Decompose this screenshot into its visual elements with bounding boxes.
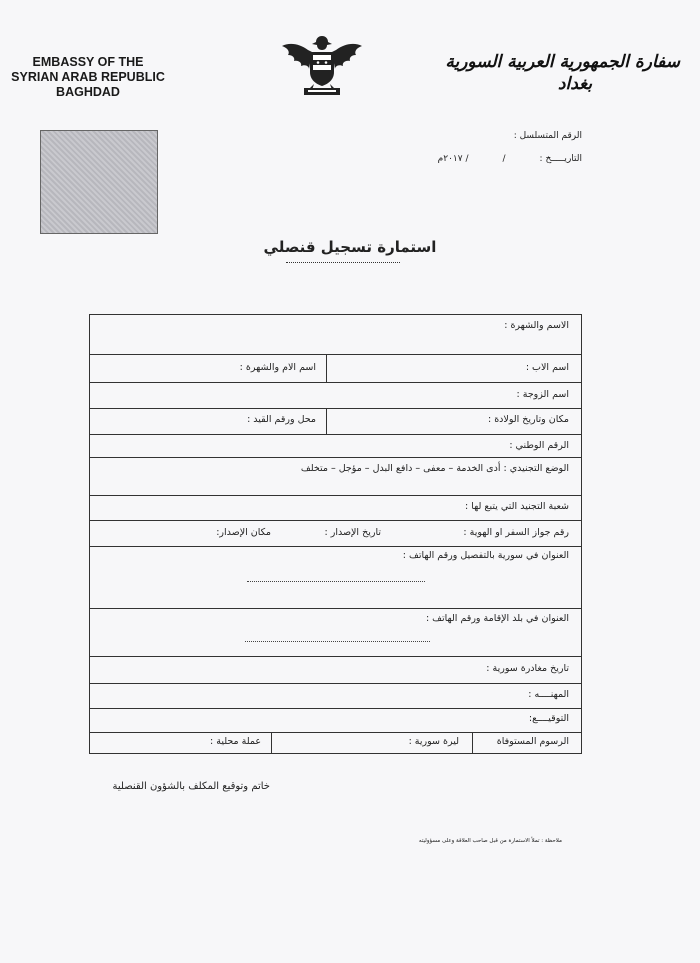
issue-date-label: تاريخ الإصدار : [324, 527, 381, 538]
row-departure-date [90, 656, 581, 684]
signature-label: التوقيــــع: [528, 713, 569, 724]
row-fees [90, 732, 581, 753]
recruitment-branch-label: شعبة التجنيد التي يتبع لها : [465, 501, 569, 512]
passport-id-label: رقم جواز السفر او الهوية : [463, 527, 569, 538]
row-passport [90, 520, 581, 547]
spouse-name-label: اسم الزوجة : [516, 389, 569, 400]
name-label: الاسم والشهرة : [504, 320, 569, 331]
registry-label: محل ورقم القيد : [247, 414, 316, 425]
row-parents [90, 354, 581, 383]
date-year: ٢٠١٧م [437, 154, 463, 164]
birth-place-date-label: مكان وتاريخ الولادة : [487, 414, 569, 425]
embassy-ar-line-2: بغداد [557, 74, 593, 94]
address-syria-dots [247, 581, 425, 582]
date-label: التاريـــــخ : [539, 154, 582, 164]
serial-number-label: الرقم المتسلسل : [513, 131, 582, 141]
address-syria-label: العنوان في سورية بالتفصيل ورقم الهاتف : [402, 550, 569, 561]
row-national-number [90, 434, 581, 458]
row-military-status [90, 457, 581, 496]
consular-stamp-label: خاتم وتوقيع المكلف بالشؤون القنصلية [112, 781, 270, 792]
registration-form-table [89, 314, 582, 754]
form-title: استمارة تسجيل قنصلي [263, 238, 437, 256]
embassy-en-line-2: SYRIAN ARAB REPUBLIC [11, 70, 165, 84]
local-currency-label: عملة محلية : [210, 736, 261, 747]
departure-date-label: تاريخ مغادرة سورية : [486, 663, 569, 674]
row-name [90, 315, 581, 355]
address-residence-dots [245, 641, 430, 642]
row-birth [90, 408, 581, 435]
row-profession [90, 683, 581, 709]
national-number-label: الرقم الوطني : [509, 440, 569, 451]
photo-box [40, 130, 158, 234]
date-slash-1: / [502, 154, 506, 164]
row-recruitment-branch [90, 495, 581, 521]
title-underline [286, 262, 400, 263]
embassy-name-english [8, 55, 168, 100]
issue-place-label: مكان الإصدار: [216, 527, 271, 538]
row-signature [90, 708, 581, 733]
eagle-emblem-icon [278, 30, 366, 100]
military-status-label: الوضع التجنيدي : أدى الخدمة – معفى – دافع البدل – مؤجل – متخلف [300, 463, 569, 474]
embassy-en-line-3: BAGHDAD [56, 85, 120, 99]
row-address-residence [90, 608, 581, 657]
address-residence-label: العنوان في بلد الإقامة ورقم الهاتف : [425, 613, 569, 624]
date-line [438, 154, 582, 164]
fees-label: الرسوم المستوفاة [496, 736, 569, 747]
mother-name-label: اسم الام والشهرة : [239, 362, 316, 373]
profession-label: المهنــــه : [528, 689, 569, 700]
syrian-pound-label: ليرة سورية : [408, 736, 459, 747]
embassy-ar-line-1: سفارة الجمهورية العربية السورية [445, 52, 680, 72]
embassy-name-arabic [445, 52, 680, 94]
footer-note: ملاحظة : تملأ الاستمارة من قبل صاحب العلاقة وعلى مسؤوليته [418, 838, 562, 844]
row-spouse [90, 382, 581, 409]
embassy-en-line-1: EMBASSY OF THE [32, 55, 144, 69]
father-name-label: اسم الاب : [525, 362, 569, 373]
date-slash-2: / [465, 154, 469, 164]
row-address-syria [90, 546, 581, 609]
